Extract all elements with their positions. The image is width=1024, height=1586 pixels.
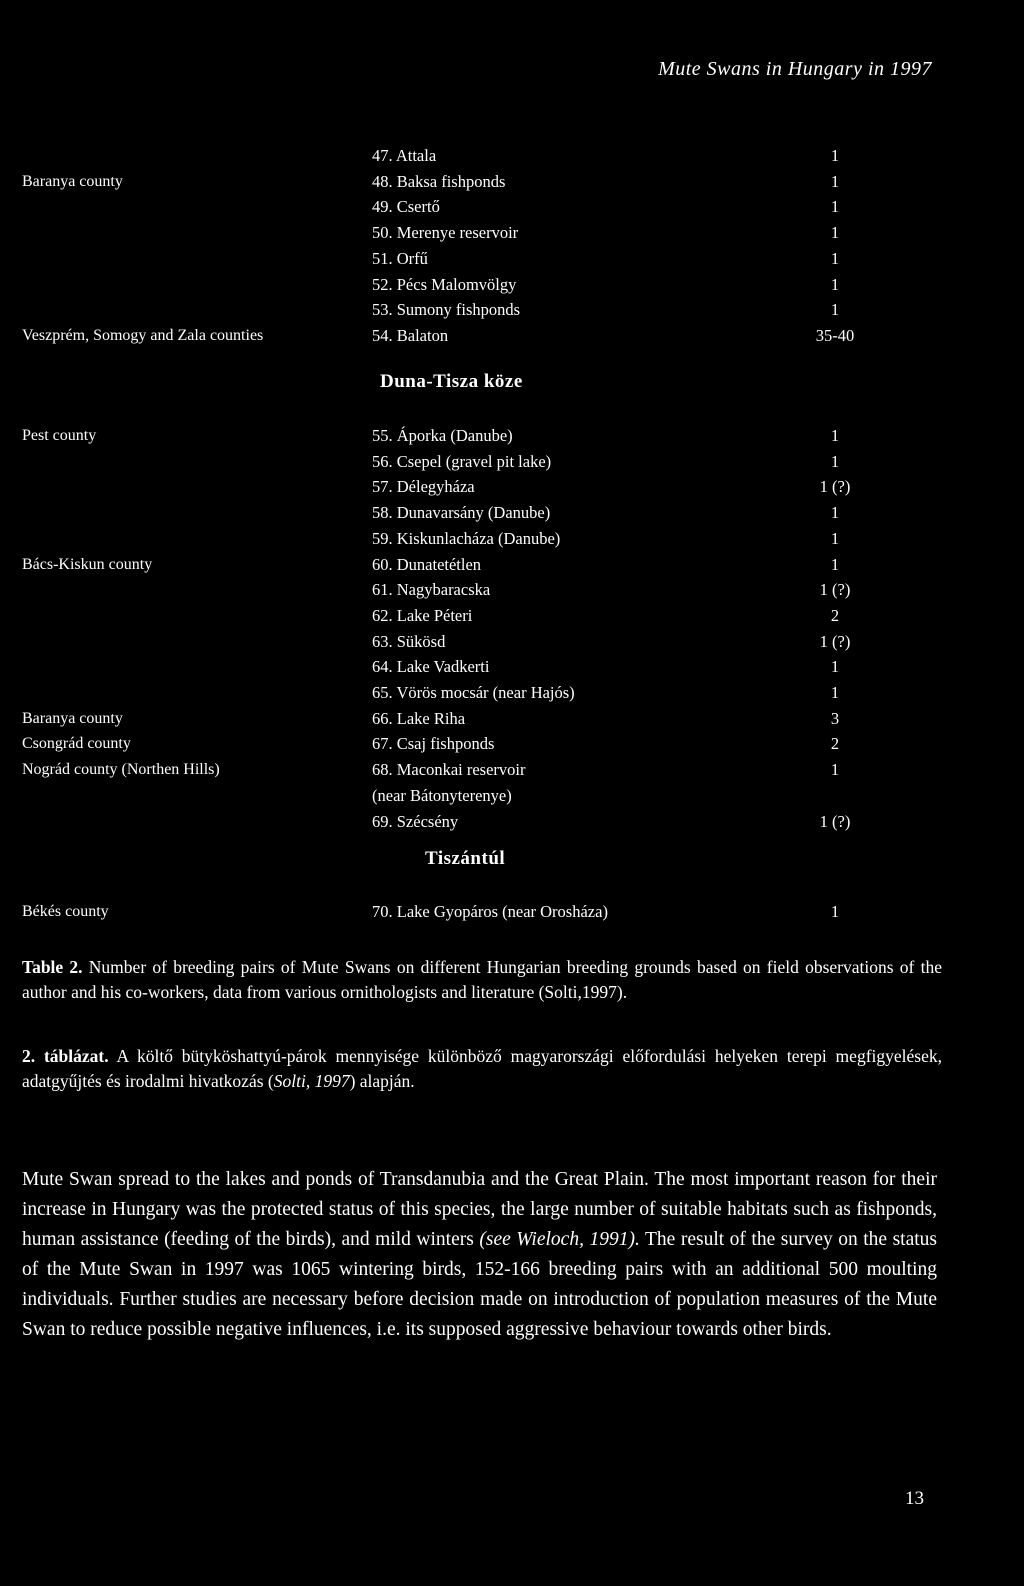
table-row (0, 553, 1024, 577)
site-name: 66. Lake Riha (372, 708, 466, 728)
caption-label-english: Table 2. (22, 957, 83, 977)
table-row (0, 681, 1024, 705)
pair-count: 1 (830, 451, 840, 471)
site-name: 56. Csepel (gravel pit lake) (372, 451, 552, 471)
site-name: 62. Lake Péteri (372, 605, 473, 625)
table-row (0, 784, 1024, 808)
running-header: Mute Swans in Hungary in 1997 (658, 58, 932, 80)
body-paragraph (22, 1165, 937, 1345)
table-row (0, 247, 1024, 271)
body-reference: (see Wieloch, 1991). (479, 1229, 640, 1250)
site-name: 53. Sumony fishponds (372, 300, 521, 320)
table-caption-english (22, 955, 942, 1005)
table-row (0, 450, 1024, 474)
pair-count: 1 (?) (819, 631, 851, 651)
table-row (0, 324, 1024, 348)
table-caption-hungarian (22, 1044, 942, 1094)
body-text-1: Mute Swan spread to the lakes and ponds of Transdanubia and the Great Plain. The most important reason for their increase in Hungary was the protected status of this species, the large number of suitable habitats such as fishponds, human assistance (feeding of the birds), and mild winters (22, 1169, 937, 1250)
pair-count: 1 (830, 223, 840, 243)
pair-count: 1 (?) (819, 477, 851, 497)
site-name: 63. Sükösd (372, 631, 446, 651)
pair-count: 1 (830, 274, 840, 294)
pair-count: 1 (830, 554, 840, 574)
table-row (0, 604, 1024, 628)
table-row (0, 424, 1024, 448)
pair-count: 1 (830, 426, 840, 445)
site-name: 47. Attala (372, 146, 437, 165)
site-name: 49. Csertő (372, 197, 440, 217)
caption-text-hungarian-1: A költő bütyköshattyú-párok mennyisége különböző magyarországi előfordulási helyeken terepi megfigyelések, adatgyűjtés és irodalmi hivatkozás ( (22, 1046, 942, 1091)
table-row (0, 221, 1024, 245)
section-title: Tiszántúl (425, 848, 506, 869)
table-row (0, 810, 1024, 834)
region-label: Nográd county (Northen Hills) (22, 761, 220, 779)
table-row (0, 144, 1024, 168)
pair-count: 1 (830, 528, 840, 548)
region-label: Békés county (22, 903, 109, 920)
pair-count: 1 (830, 248, 840, 268)
site-name: 61. Nagybaracska (372, 580, 491, 600)
pair-count: 1 (830, 146, 840, 165)
site-name: 52. Pécs Malomvölgy (372, 274, 517, 294)
site-name: 51. Orfű (372, 248, 428, 268)
site-name: 64. Lake Vadkerti (372, 657, 490, 677)
pair-count: 1 (830, 683, 840, 702)
table-row (0, 195, 1024, 219)
site-name: 60. Dunatetétlen (372, 554, 482, 574)
pair-count: 1 (830, 902, 840, 921)
site-name: 70. Lake Gyopáros (near Orosháza) (372, 902, 608, 921)
section-title: Duna-Tisza köze (380, 371, 523, 392)
site-name: 50. Merenye reservoir (372, 223, 519, 243)
pair-count: 1 (?) (819, 811, 851, 831)
site-name: (near Bátonyterenye) (372, 785, 512, 805)
table-row (0, 707, 1024, 731)
site-name: 67. Csaj fishponds (372, 734, 495, 754)
table-row (0, 273, 1024, 297)
pair-count: 1 (830, 197, 840, 217)
table-row (0, 578, 1024, 602)
pair-count: 1 (830, 657, 840, 677)
pair-count: 1 (830, 503, 840, 523)
region-label: Bács-Kiskun county (22, 555, 153, 573)
table-row (0, 298, 1024, 322)
pair-count: 35-40 (815, 325, 855, 345)
site-name: 68. Maconkai reservoir (372, 760, 526, 780)
table-row (0, 475, 1024, 499)
region-label: Baranya county (22, 709, 123, 727)
site-name: 58. Dunavarsány (Danube) (372, 503, 551, 523)
pair-count: 2 (830, 734, 840, 754)
caption-text-english: Number of breeding pairs of Mute Swans on different Hungarian breeding grounds based on field observations of the author and his co-workers, data from various ornithologists and literature (Solti,1997). (22, 957, 943, 1002)
region-label: Csongrád county (22, 735, 131, 753)
site-name: 48. Baksa fishponds (372, 171, 506, 191)
site-name: 54. Balaton (372, 325, 449, 345)
pair-count: 1 (830, 760, 840, 780)
caption-text-hungarian-2: ) alapján. (349, 1071, 415, 1091)
pair-count: 3 (830, 708, 840, 728)
region-label: Veszprém, Somogy and Zala counties (22, 326, 264, 344)
table-row (0, 655, 1024, 679)
body-text-2: The result of the survey on the status of the Mute Swan in 1997 was 1065 wintering birds, 152-166 breeding pairs with an additional 500 moulting individuals. Further studies are necessary before decision made on introduction of population measures of the Mute Swan to reduce possible negative influences, i.e. its supposed aggressive behaviour towards other birds. (22, 1229, 938, 1340)
site-name: 69. Szécsény (372, 811, 459, 831)
pair-count: 1 (830, 171, 840, 191)
page-number: 13 (905, 1488, 924, 1509)
table-row (0, 758, 1024, 782)
region-label: Pest county (22, 427, 97, 444)
table-row (0, 527, 1024, 551)
site-name: 55. Áporka (Danube) (372, 426, 513, 445)
caption-reference-hungarian: Solti, 1997 (273, 1071, 350, 1091)
pair-count: 1 (?) (819, 580, 851, 600)
region-label: Baranya county (22, 172, 123, 190)
table-row (0, 630, 1024, 654)
table-row (0, 170, 1024, 194)
table-row (0, 732, 1024, 756)
caption-label-hungarian: 2. táblázat. (22, 1046, 109, 1066)
site-name: 65. Vörös mocsár (near Hajós) (372, 683, 575, 702)
site-name: 57. Délegyháza (372, 477, 475, 497)
pair-count: 1 (830, 300, 840, 320)
table-row (0, 900, 1024, 924)
pair-count: 2 (830, 605, 840, 625)
site-name: 59. Kiskunlacháza (Danube) (372, 528, 561, 548)
table-row (0, 501, 1024, 525)
